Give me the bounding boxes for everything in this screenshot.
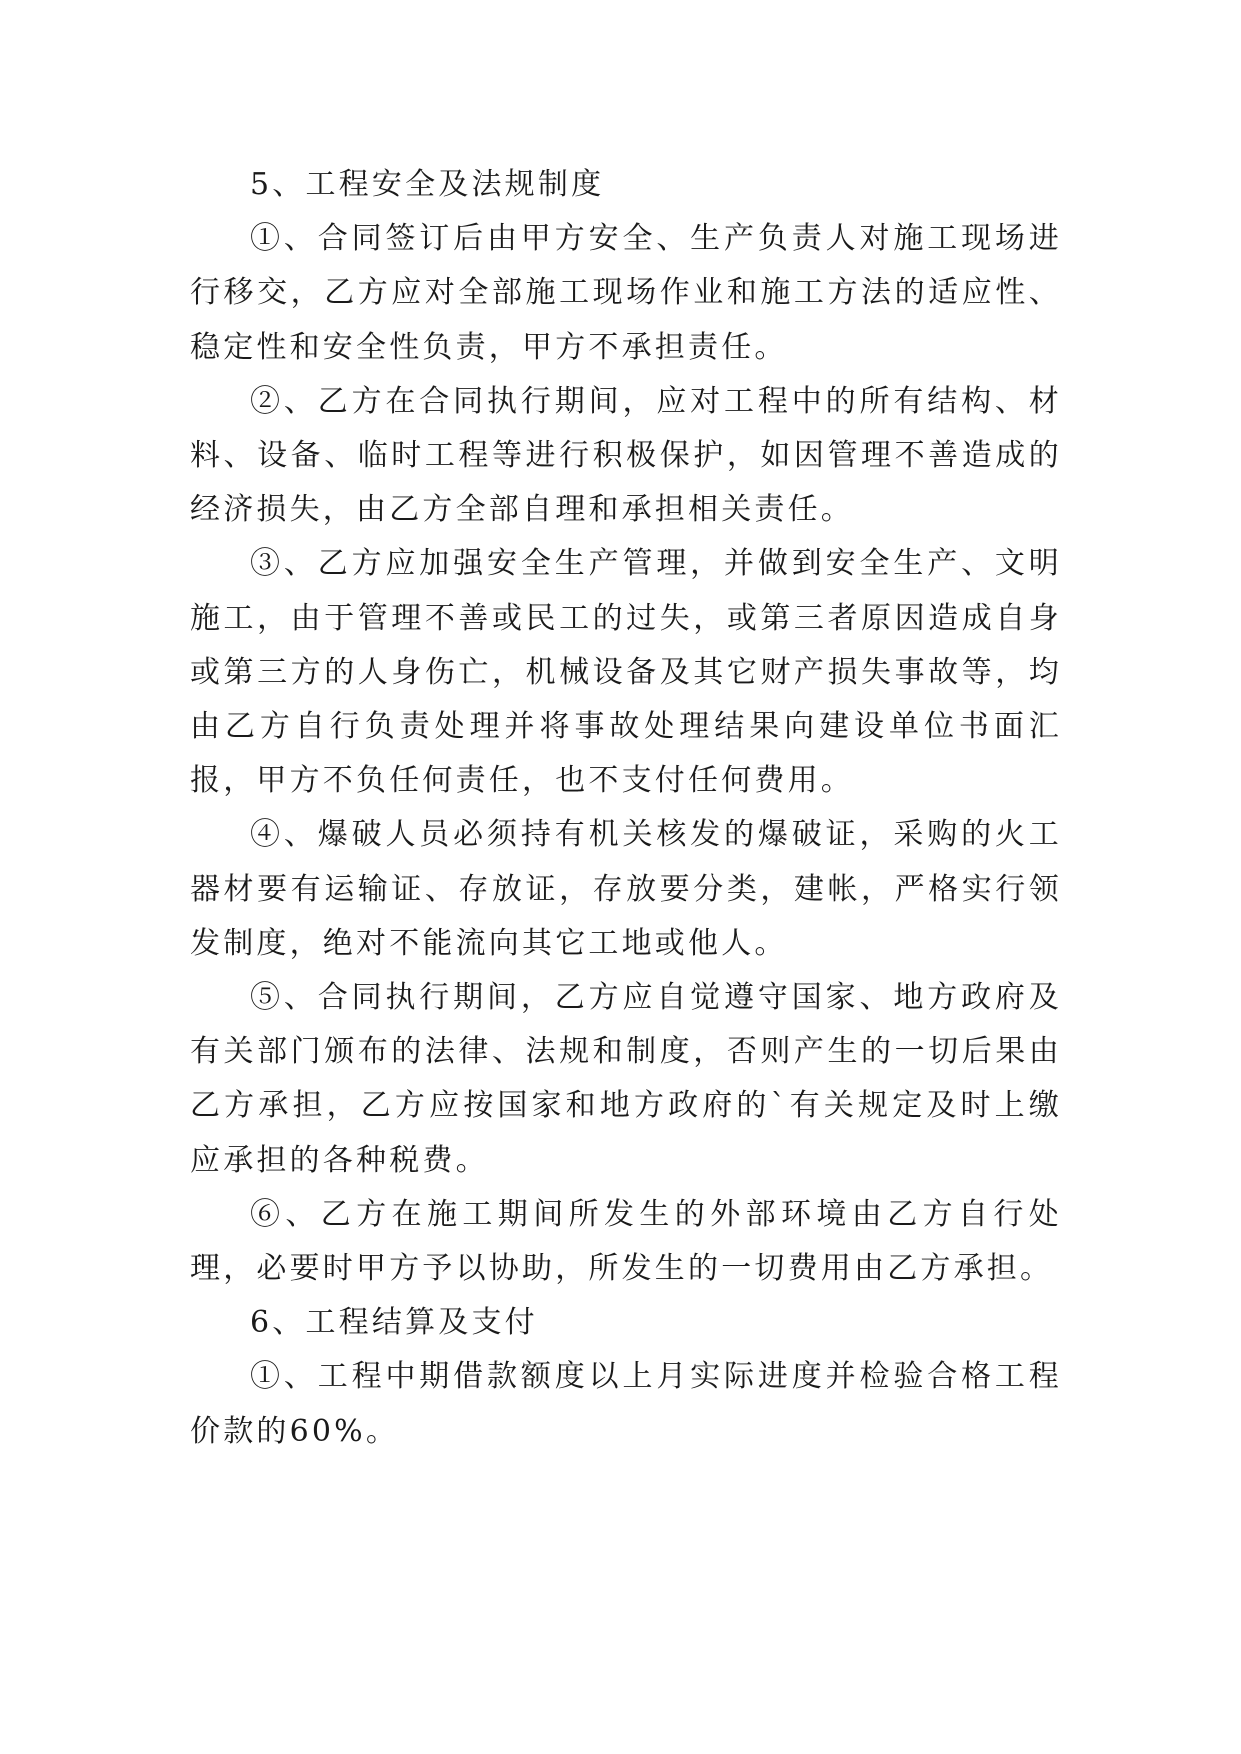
document-body	[190, 158, 1062, 1459]
clause-safety-4: ④、爆破人员必须持有机关核发的爆破证，采购的火工器材要有运输证、存放证，存放要分类，建帐，严格实行领发制度，绝对不能流向其它工地或他人。	[190, 817, 1062, 961]
clause-safety-5: ⑤、合同执行期间，乙方应自觉遵守国家、地方政府及有关部门颁布的法律、法规和制度，否则产生的一切后果由乙方承担，乙方应按国家和地方政府的`有关规定及时上缴应承担的各种税费。	[190, 980, 1062, 1178]
clause-safety-6: ⑥、乙方在施工期间所发生的外部环境由乙方自行处理，必要时甲方予以协助，所发生的一切费用由乙方承担。	[190, 1196, 1062, 1287]
section-heading-settlement: 6、工程结算及支付	[250, 1305, 538, 1341]
section-heading-safety: 5、工程安全及法规制度	[250, 167, 605, 202]
clause-safety-2: ②、乙方在合同执行期间，应对工程中的所有结构、材料、设备、临时工程等进行积极保护，如因管理不善造成的经济损失，由乙方全部自理和承担相关责任。	[190, 383, 1062, 528]
clause-safety-1: ①、合同签订后由甲方安全、生产负责人对施工现场进行移交，乙方应对全部施工现场作业和施工方法的适应性、稳定性和安全性负责，甲方不承担责任。	[190, 221, 1062, 365]
clause-safety-3: ③、乙方应加强安全生产管理，并做到安全生产、文明施工，由于管理不善或民工的过失，或第三者原因造成自身或第三方的人身伤亡，机械设备及其它财产损失事故等，均由乙方自行负责处理并将事故处理结果向建设单位书面汇报，甲方不负任何责任，也不支付任何费用。	[190, 546, 1062, 799]
clause-settlement-1: ①、工程中期借款额度以上月实际进度并检验合格工程价款的60%。	[190, 1359, 1062, 1449]
